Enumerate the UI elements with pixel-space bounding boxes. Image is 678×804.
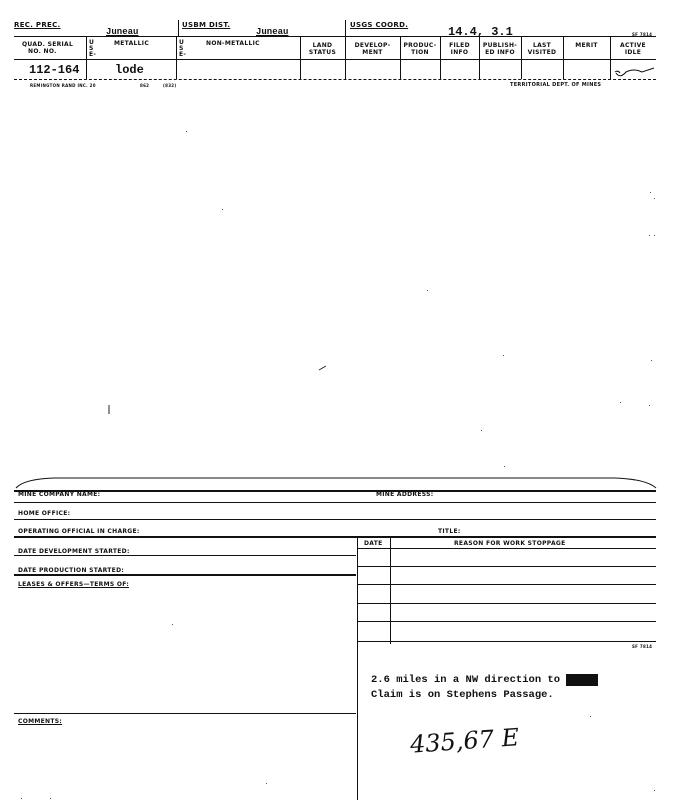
printer-code-1: 862 <box>140 83 150 88</box>
filed-info-header-1: FILED <box>449 42 470 49</box>
printer-code-2: (832) <box>163 83 177 88</box>
quad-serial-value: 112-164 <box>29 63 80 77</box>
reason-column-header: REASON FOR WORK STOPPAGE <box>454 540 566 547</box>
redacted-claim-name: MOGUL <box>566 674 598 686</box>
development-header-1: DEVELOP- <box>354 42 391 49</box>
published-info-header-1: PUBLISH- <box>482 42 518 49</box>
location-note-line-2: Claim is on Stephens Passage. <box>371 689 554 701</box>
last-visited-header-2: VISITED <box>527 49 557 56</box>
rec-prec-label: REC. PREC. <box>14 21 61 29</box>
date-column-header: DATE <box>364 540 383 547</box>
usbm-dist-value: Juneau <box>256 27 289 37</box>
nonmetallic-usc-e: E- <box>179 51 187 58</box>
title-label: TITLE: <box>438 528 461 535</box>
leases-offers-label: LEASES & OFFERS—TERMS OF: <box>18 581 130 588</box>
rec-prec-value: Juneau <box>106 27 139 37</box>
location-note-text: 2.6 miles in a NW direction to <box>371 674 567 686</box>
quad-serial-header-top: QUAD. SERIAL <box>22 41 74 48</box>
form-top-curve <box>14 474 658 490</box>
metallic-value: lode <box>115 63 144 77</box>
comments-label: COMMENTS: <box>18 718 63 725</box>
usbm-dist-label: USBM DIST. <box>182 21 231 29</box>
metallic-usc-u: U <box>89 39 95 46</box>
active-idle-header-2: IDLE <box>624 49 642 56</box>
nonmetallic-header: NON-METALLIC <box>206 40 260 47</box>
land-status-header-2: STATUS <box>308 49 337 56</box>
last-visited-header-1: LAST <box>532 42 552 49</box>
form-number: SF 7814 <box>632 32 653 37</box>
mine-company-name-label: MINE COMPANY NAME: <box>18 491 101 498</box>
active-idle-header-1: ACTIVE <box>620 42 646 49</box>
handwritten-number: 435,67 E <box>409 723 520 759</box>
checkmark-scribble <box>610 60 658 80</box>
usgs-coord-value: 14.4, 3.1 <box>448 25 513 39</box>
merit-header: MERIT <box>575 42 598 49</box>
production-header-1: PRODUC- <box>403 42 437 49</box>
development-header-2: MENT <box>362 49 383 56</box>
land-status-header-1: LAND <box>312 42 333 49</box>
filed-info-header-2: INFO <box>450 49 469 56</box>
nonmetallic-usc-u: U <box>179 39 185 46</box>
mine-address-label: MINE ADDRESS: <box>376 491 434 498</box>
location-note-line-1 <box>371 674 598 686</box>
published-info-header-2: ED INFO <box>485 49 515 56</box>
metallic-usc-s: S <box>89 45 94 52</box>
usgs-coord-label: USGS COORD. <box>350 21 409 29</box>
metallic-usc-e: E- <box>89 51 97 58</box>
production-header-2: TION <box>411 49 429 56</box>
printer-imprint: REMINGTON RAND INC. 20 <box>30 83 96 88</box>
form-number-small: SF 7814 <box>632 644 653 649</box>
nonmetallic-usc-s: S <box>179 45 184 52</box>
date-production-started-label: DATE PRODUCTION STARTED: <box>18 567 125 574</box>
home-office-label: HOME OFFICE: <box>18 510 71 517</box>
territorial-dept: TERRITORIAL DEPT. OF MINES <box>510 82 602 88</box>
metallic-header: METALLIC <box>114 40 150 47</box>
date-development-started-label: DATE DEVELOPMENT STARTED: <box>18 548 130 555</box>
quad-serial-header-bottom: NO. NO. <box>28 48 57 55</box>
operating-official-label: OPERATING OFFICIAL IN CHARGE: <box>18 528 140 535</box>
